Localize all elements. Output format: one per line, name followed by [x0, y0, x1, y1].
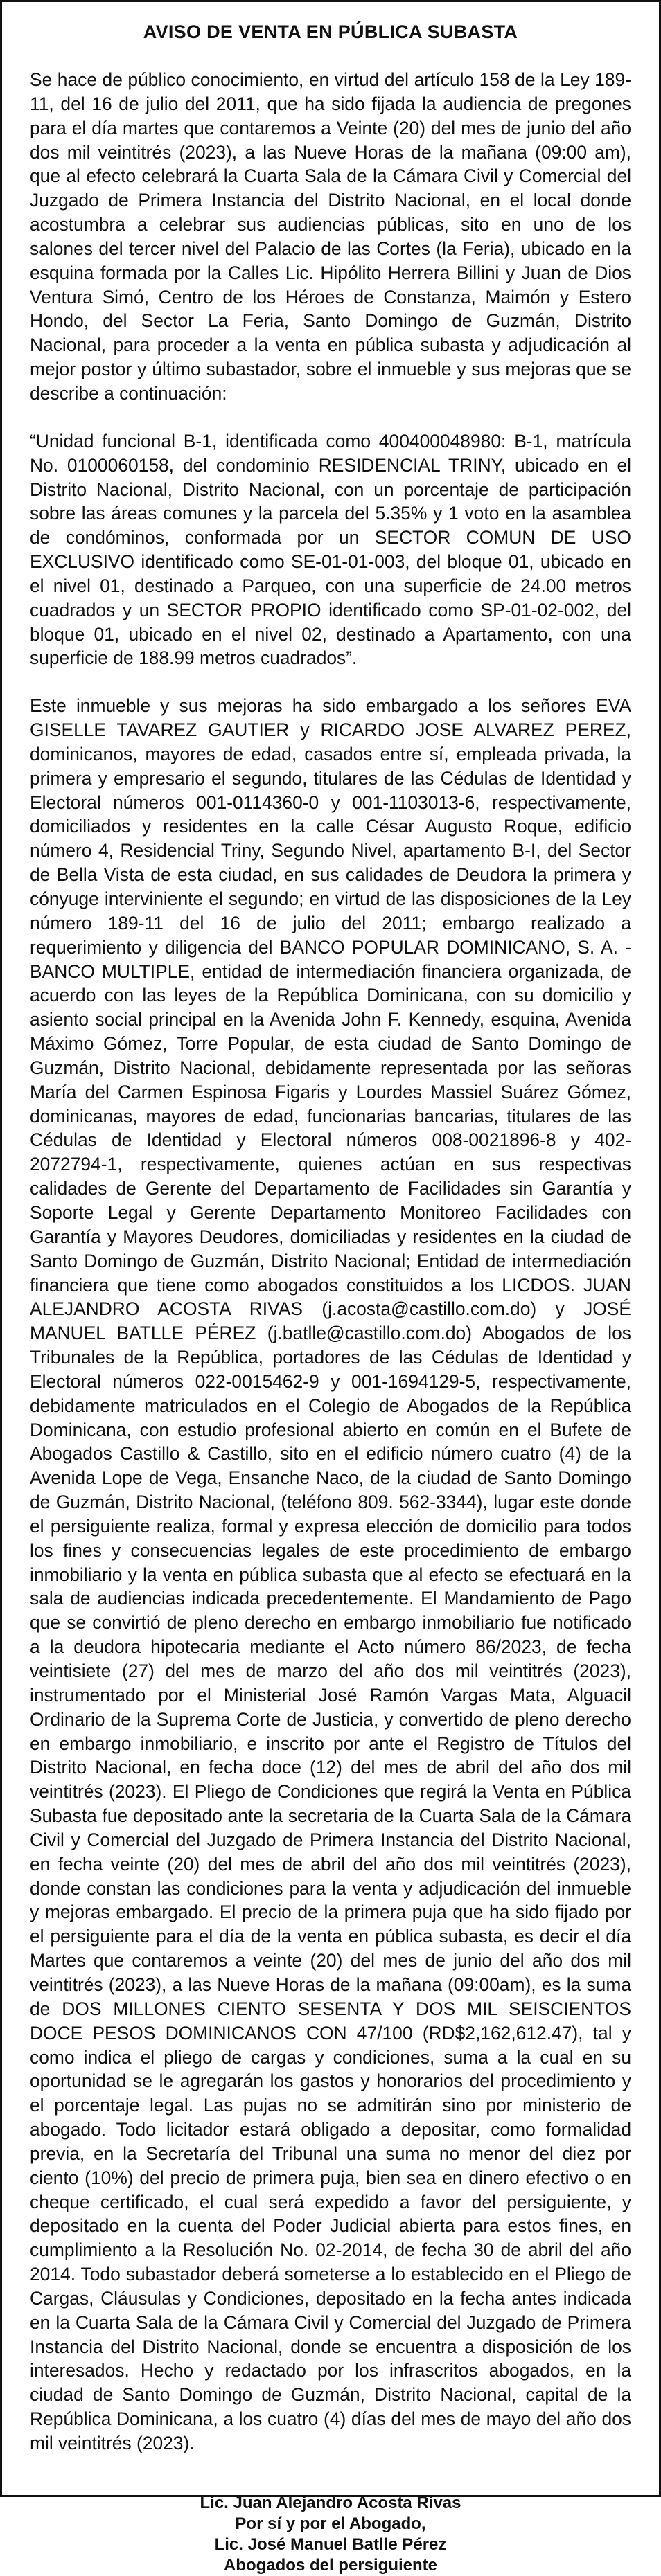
notice-title: AVISO DE VENTA EN PÚBLICA SUBASTA [143, 21, 518, 42]
signature-line-2: Por sí y por el Abogado, [235, 2514, 426, 2533]
signature-block [30, 2493, 631, 2576]
signature-line-3: Lic. José Manuel Batlle Pérez [214, 2534, 447, 2554]
notice-paragraph-details: Este inmueble y sus mejoras ha sido embargado a los señores EVA GISELLE TAVAREZ GAUTIER y RICARDO JOSE ALVAREZ PEREZ, dominicanos, mayores de edad, casados entre sí, empleada privada, la primera y empresario el segundo, titulares de las Cédulas de Identidad y Electoral números 001-0114360-0 y 001-1103013-6, respectivamente, domiciliados y residentes en la calle César Augusto Roque, edificio número 4, Residencial Triny, Segundo Nivel, apartamento B-I, del Sector de Bella Vista de esta ciudad, en sus calidades de Deudora la primera y cónyuge interviniente el segundo; en virtud de las disposiciones de la Ley número 189-11 del 16 de julio del 2011; embargo realizado a requerimiento y diligencia del BANCO POPULAR DOMINICANO, S. A. - BANCO MULTIPLE, entidad de intermediación financiera organizada, de acuerdo con las leyes de la República Dominicana, con su domicilio y asiento social principal en la Avenida John F. Kennedy, esquina, Avenida Máximo Gómez, Torre Popular, de esta ciudad de Santo Domingo de Guzmán, Distrito Nacional, debidamente representada por las señoras María del Carmen Espinosa Figaris y Lourdes Massiel Suárez Gómez, dominicanas, mayores de edad, funcionarias bancarias, titulares de las Cédulas de Identidad y Electoral números 008-0021896-8 y 402-2072794-1, respectivamente, quienes actúan en sus respectivas calidades de Gerente del Departamento de Facilidades sin Garantía y Soporte Legal y Gerente Departamento Monitoreo Facilidades con Garantía y Mayores Deudores, domiciliadas y residentes en la ciudad de Santo Domingo de Guzmán, Distrito Nacional; Entidad de intermediación financiera que tiene como abogados constituidos a los LICDOS. JUAN ALEJANDRO ACOSTA RIVAS (j.acosta@castillo.com.do) y JOSÉ MANUEL BATLLE PÉREZ (j.batlle@castillo.com.do) Abogados de los Tribunales de la República, portadores de las Cédulas de Identidad y Electoral números 022-0015462-9 y 001-1694129-5, respectivamente, debidamente matriculados en el Colegio de Abogados de la República Dominicana, con estudio profesional abierto en común en el Bufete de Abogados Castillo & Castillo, sito en el edificio número cuatro (4) de la Avenida Lope de Vega, Ensanche Naco, de la ciudad de Santo Domingo de Guzmán, Distrito Nacional, (teléfono 809. 562-3344), lugar este donde el persiguiente realiza, formal y expresa elección de domicilio para todos los fines y consecuencias legales de este procedimiento de embargo inmobiliario y la venta en pública subasta que al efecto se efectuará en la sala de audiencias indicada precedentemente. El Mandamiento de Pago que se convirtió de pleno derecho en embargo inmobiliario fue notificado a la deudora hipotecaria mediante el Acto número 86/2023, de fecha veintisiete (27) del mes de marzo del año dos mil veintitrés (2023), instrumentado por el Ministerial José Ramón Vargas Mata, Alguacil Ordinario de la Suprema Corte de Justicia, y convertido de pleno derecho en embargo inmobiliario, e inscrito por ante el Registro de Títulos del Distrito Nacional, en fecha doce (12) del mes de abril del año dos mil veintitrés (2023). El Pliego de Condiciones que regirá la Venta en Pública Subasta fue depositado ante la secretaria de la Cuarta Sala de la Cámara Civil y Comercial del Juzgado de Primera Instancia del Distrito Nacional, en fecha veinte (20) del mes de abril del año dos mil veintitrés (2023), donde constan las condiciones para la venta y adjudicación del inmueble y mejoras embargado. El precio de la primera puja que ha sido fijado por el persiguiente para el día de la venta en pública subasta, es decir el día Martes que contaremos a veinte (20) del mes de junio del año dos mil veintitrés (2023), a las Nueve Horas de la mañana (09:00am), es la suma de DOS MILLONES CIENTO SESENTA Y DOS MIL SEISCIENTOS DOCE PESOS DOMINICANOS CON 47/100 (RD$2,162,612.47), tal y como indica el pliego de cargas y condiciones, suma a la cual en su oportunidad se le agregarán los gastos y honorarios del procedimiento y el porcentaje legal. Las pujas no se admitirán sino por ministerio de abogado. Todo licitador estará obligado a depositar, como formalidad previa, en la Secretaría del Tribunal una suma no menor del diez por ciento (10%) del precio de primera puja, bien sea en dinero efectivo o en cheque certificado, el cual será expedido a favor del persiguiente, y depositado en la cuenta del Poder Judicial abierta para estos fines, en cumplimiento a la Resolución No. 02-2014, de fecha 30 de abril del año 2014. Todo subastador deberá someterse a lo establecido en el Pliego de Cargas, Cláusulas y Condiciones, depositado en la fecha antes indicada en la Cuarta Sala de la Cámara Civil y Comercial del Juzgado de Primera Instancia del Distrito Nacional, donde se encuentra a disposición de los interesados. Hecho y redactado por los infrascritos abogados, en la ciudad de Santo Domingo de Guzmán, Distrito Nacional, capital de la República Dominicana, a los cuatro (4) días del mes de mayo del año dos mil veintitrés (2023). [30, 695, 631, 2453]
notice-paragraph-intro: Se hace de público conocimiento, en virtud del artículo 158 de la Ley 189-11, del 16 de julio del 2011, que ha sido fijada la audiencia de pregones para el día martes que contaremos a Veinte (20) del mes de junio del año dos mil veintitrés (2023), a las Nueve Horas de la mañana (09:00 am), que al efecto celebrará la Cuarta Sala de la Cámara Civil y Comercial del Juzgado de Primera Instancia del Distrito Nacional, en el local donde acostumbra a celebrar sus audiencias públicas, sito en uno de los salones del tercer nivel del Palacio de las Cortes (la Feria), ubicado en la esquina formada por la Calles Lic. Hipólito Herrera Billini y Juan de Dios Ventura Simó, Centro de los Héroes de Constanza, Maimón y Estero Hondo, del Sector La Feria, Santo Domingo de Guzmán, Distrito Nacional, para proceder a la venta en pública subasta y adjudicación al mejor postor y último subastador, sobre el inmueble y sus mejoras que se describe a continuación: [30, 69, 631, 404]
notice-paragraph-property: “Unidad funcional B-1, identificada como 400400048980: B-1, matrícula No. 0100060158, del condominio RESIDENCIAL TRINY, ubicado en el Distrito Nacional, Distrito Nacional, con un porcentaje de participación sobre las áreas comunes y la parcela del 5.35% y 1 voto en la asamblea de condóminos, conformada por un SECTOR COMUN DE USO EXCLUSIVO identificado como SE-01-01-003, del bloque 01, ubicado en el nivel 01, destinado a Parqueo, con una superficie de 24.00 metros cuadrados y un SECTOR PROPIO identificado como SP-01-02-002, del bloque 01, ubicado en el nivel 02, destinado a Apartamento, con una superficie de 188.99 metros cuadrados”. [30, 430, 631, 669]
signature-line-4: Abogados del persiguiente [223, 2555, 438, 2575]
signature-line-1: Lic. Juan Alejandro Acosta Rivas [200, 2493, 461, 2512]
